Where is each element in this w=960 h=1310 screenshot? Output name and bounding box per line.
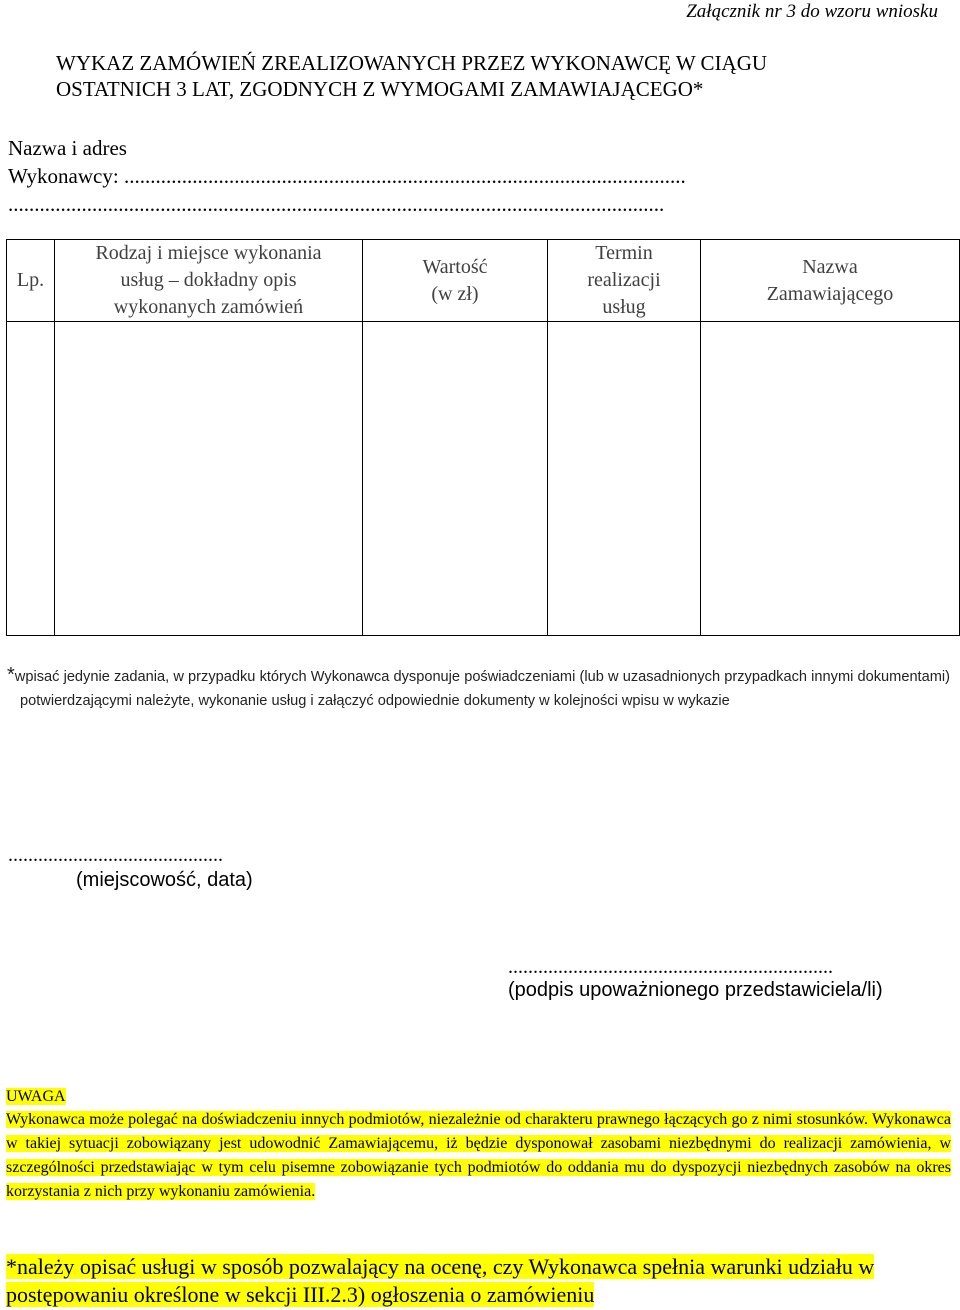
footnote [7, 663, 950, 713]
place-date-dots: ........................................... [8, 844, 223, 866]
warning-heading: UWAGA [6, 1088, 66, 1105]
cell-term[interactable] [548, 322, 701, 636]
cell-value[interactable] [363, 322, 548, 636]
services-note [6, 1253, 946, 1309]
warning-section [6, 1085, 951, 1204]
warning-text: Wykonawca może polegać na doświadczeniu innych podmiotów, niezależnie od charakteru prawnego łączących go z nimi stosunków. Wykonawca w takiej sytuacji zobowiązany jest udowodnić Zamawiającemu, iż będzie dysponował zasobami niezbędnymi do realizacji zamówienia, w szczególności przedstawiając w tym celu pisemne zobowiązanie tych podmiotów do oddania mu do dyspozycji niezbędnych zasobów na okres korzystania z nich przy wykonaniu zamówienia. [6, 1111, 951, 1200]
contractor-dots-line-2: ............................................................................................................................. [8, 192, 665, 216]
signature-dots: ................................................................. [508, 956, 833, 978]
cell-description[interactable] [55, 322, 363, 636]
footnote-star: * [7, 664, 15, 686]
table-header-row [7, 240, 960, 322]
cell-client[interactable] [701, 322, 960, 636]
contractor-label: Nazwa i adres [8, 136, 127, 160]
services-note-text: *należy opisać usługi w sposób pozwalający na ocenę, czy Wykonawca spełnia warunki udziału w postępowaniu określone w sekcji III.2.3) ogłoszenia o zamówieniu [6, 1254, 875, 1307]
header-description: Rodzaj i miejsce wykonania usług – dokładny opis wykonanych zamówień [55, 240, 363, 322]
header-client: Nazwa Zamawiającego [701, 240, 960, 322]
cell-lp[interactable] [7, 322, 55, 636]
place-date-caption: (miejscowość, data) [76, 869, 253, 891]
header-lp: Lp. [7, 240, 55, 322]
table-row [7, 322, 960, 636]
document-title [56, 50, 936, 102]
header-term: Termin realizacji usług [548, 240, 701, 322]
contractor-dots-line-1: Wykonawcy: ........................................................................................................... [8, 164, 686, 188]
title-line-2: OSTATNICH 3 LAT, ZGODNYCH Z WYMOGAMI ZAMAWIAJĄCEGO* [56, 77, 704, 101]
header-value: Wartość (w zł) [363, 240, 548, 322]
signature-caption: (podpis upoważnionego przedstawiciela/li) [508, 979, 883, 1001]
title-line-1: WYKAZ ZAMÓWIEŃ ZREALIZOWANYCH PRZEZ WYKONAWCĘ W CIĄGU [56, 51, 768, 75]
annex-label: Załącznik nr 3 do wzoru wniosku [686, 1, 938, 22]
contractor-field [8, 134, 686, 218]
footnote-text: wpisać jedynie zadania, w przypadku których Wykonawca dysponuje poświadczeniami (lub w uzasadnionych przypadkach innymi dokumentami) potwierdzającymi należyte, wykonanie usług i załączyć odpowiednie dokumenty w kolejności wpisu w wykazie [14, 669, 950, 709]
orders-table [6, 239, 960, 636]
